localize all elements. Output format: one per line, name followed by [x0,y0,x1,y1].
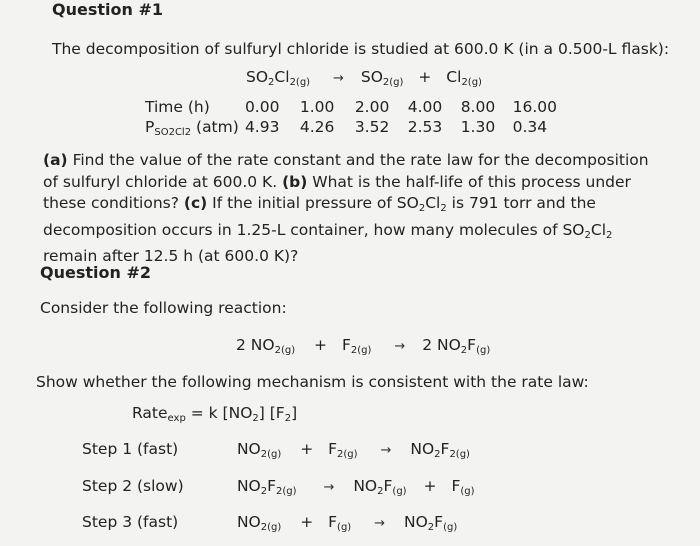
pressure-value: 4.26 [299,118,335,136]
step-2: Step 2 (slow) $NO_2F_{2(g)} \to NO_2F_{(g)} + F_{(g)}$ [82,477,475,497]
time-value: 2.00 [354,98,390,116]
question-2-intro: Consider the following reaction: [40,299,287,317]
step-1-label: Step 1 (fast) [82,440,179,458]
time-value: 16.00 [512,98,557,116]
pressure-value: 3.52 [354,118,390,136]
question-1-parts: (a) Find the value of the rate constant and the rate law for the decomposition of sulfuryl chloride at 600.0 K. (b) What is the half-life of this process under these conditions? (c) If the initial pressure of $SO_2Cl_2$ is 791 torr and the decomposition occurs in 1.25-L container, how many molecules of $SO_2Cl_2$ remain after 12.5 h (at 600.0 K)? [43,151,649,265]
question-2-prompt: Show whether the following mechanism is consistent with the rate law: [36,373,589,391]
pressure-value: 4.93 [244,118,280,136]
time-value: 4.00 [407,98,443,116]
question-1-heading: Question #1 [52,0,163,19]
question-2-reaction: 2 $NO_{2(g)} + F_{2(g)} \to 2$ $NO_2F_{(g)}$ [236,336,491,356]
step-1: Step 1 (fast) $NO_{2(g)} + F_{2(g)} \to NO_2F_{2(g)}$ [82,440,470,460]
time-label: Time (h) [145,98,210,116]
pressure-label: PSO2Cl2 (atm) [145,118,239,138]
time-value: 0.00 [244,98,280,116]
pressure-value: 2.53 [407,118,443,136]
question-1-reaction: $SO_2Cl_{2(g)} \to SO_{2(g)} + Cl_{2(g)}$ [246,68,482,88]
time-row [145,98,557,118]
time-value: 8.00 [460,98,496,116]
question-1-intro: The decomposition of sulfuryl chloride is studied at 600.0 K (in a 0.500-L flask): [52,40,670,58]
rate-law: Rate$_{exp}$ = k $[NO_2]$ $[F_2]$ [132,404,298,424]
step-3: Step 3 (fast) $NO_{2(g)} + F_{(g)} \to NO_2F_{(g)}$ [82,513,458,533]
question-2-heading: Question #2 [40,263,151,282]
pressure-value: 0.34 [512,118,548,136]
data-table [145,98,557,138]
step-3-label: Step 3 (fast) [82,513,179,531]
step-2-label: Step 2 (slow) [82,477,184,495]
pressure-row [145,118,557,138]
time-value: 1.00 [299,98,335,116]
pressure-value: 1.30 [460,118,496,136]
